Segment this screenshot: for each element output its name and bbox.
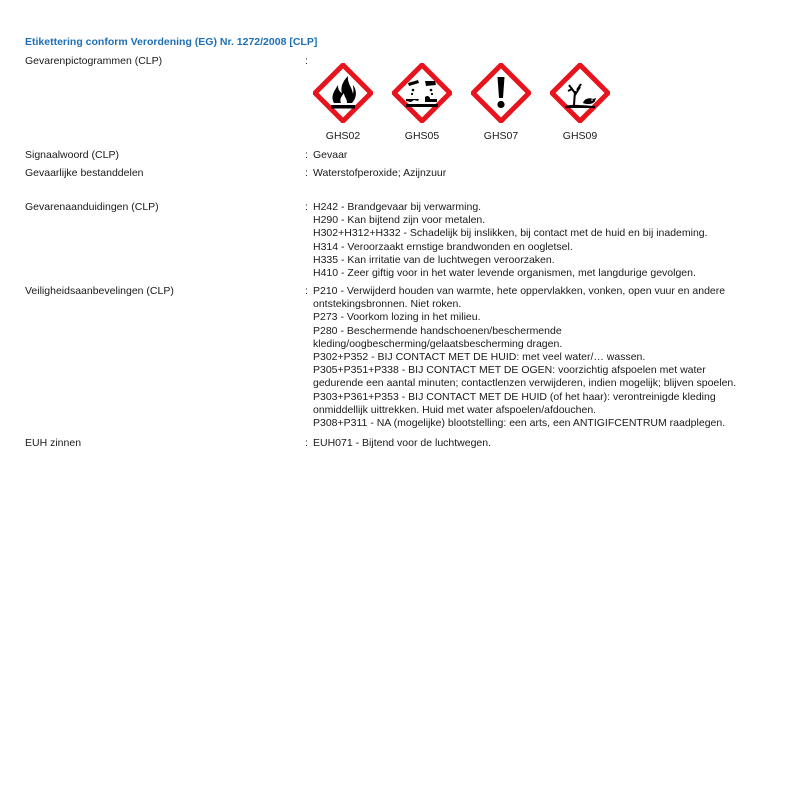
hazard-statement: H314 - Veroorzaakt ernstige brandwonden en oogletsel.: [313, 240, 573, 253]
pictogram-code: GHS09: [562, 130, 598, 142]
precautionary-statement: P302+P352 - BIJ CONTACT MET DE HUID: met veel water/… wassen.: [313, 351, 646, 364]
pictogram-code: GHS05: [404, 130, 440, 142]
euh-label: EUH zinnen: [25, 437, 82, 449]
signal-word-value: Gevaar: [313, 149, 348, 161]
flame-icon: [313, 63, 373, 123]
precautionary-statement: P210 - Verwijderd houden van warmte, hete oppervlakken, vonken, open vuur en andere: [313, 285, 726, 297]
euh-value: EUH071 - Bijtend voor de luchtwegen.: [313, 437, 492, 449]
exclamation-icon: [471, 63, 531, 123]
precautionary-statement: P280 - Beschermende handschoenen/beschermende: [313, 324, 562, 337]
precautionary-statement: onmiddellijk uittrekken. Huid met water afspoelen/afdouchen.: [313, 403, 597, 416]
pictogram-ghs02: [305, 63, 381, 142]
hazard-statement: H335 - Kan irritatie van de luchtwegen veroorzaken.: [313, 253, 555, 266]
environment-icon: [550, 63, 610, 123]
colon: :: [305, 437, 308, 449]
precautionary-statement: P303+P361+P353 - BIJ CONTACT MET DE HUID (of het haar): verontreinigde kleding: [313, 390, 716, 403]
precautionary-statements-label: Veiligheidsaanbevelingen (CLP): [25, 285, 174, 297]
section-title: Etikettering conform Verordening (EG) Nr. 1272/2008 [CLP]: [25, 36, 318, 48]
colon: :: [305, 285, 308, 297]
hazard-statements-label: Gevarenaanduidingen (CLP): [25, 201, 159, 213]
precautionary-statement: ontstekingsbronnen. Niet roken.: [313, 298, 462, 311]
hazard-statement: H302+H312+H332 - Schadelijk bij inslikken, bij contact met de huid en bij inademing.: [313, 227, 708, 240]
hazard-statements-list: [313, 201, 793, 280]
hazard-statement: H242 - Brandgevaar bij verwarming.: [313, 201, 482, 213]
pictograms-label: Gevarenpictogrammen (CLP): [25, 55, 163, 67]
pictogram-code: GHS02: [325, 130, 361, 142]
hazard-statement: H410 - Zeer giftig voor in het water levende organismen, met langdurige gevolgen.: [313, 267, 696, 280]
precautionary-statement: P305+P351+P338 - BIJ CONTACT MET DE OGEN: voorzichtig afspoelen met water: [313, 364, 706, 377]
precautionary-statement: P273 - Voorkom lozing in het milieu.: [313, 311, 481, 324]
pictogram-ghs09: [542, 63, 618, 142]
pictogram-ghs07: [463, 63, 539, 142]
corrosion-icon: [392, 63, 452, 123]
colon: :: [305, 55, 308, 67]
hazardous-components-label: Gevaarlijke bestanddelen: [25, 167, 144, 179]
precautionary-statement: gedurende een aantal minuten; contactlenzen verwijderen, indien mogelijk; blijven spoelen.: [313, 377, 737, 390]
precautionary-statement: kleding/oogbescherming/gelaatsbescherming dragen.: [313, 337, 563, 350]
hazardous-components-value: Waterstofperoxide; Azijnzuur: [313, 167, 447, 179]
pictogram-code: GHS07: [483, 130, 519, 142]
colon: :: [305, 149, 308, 161]
colon: :: [305, 167, 308, 179]
hazard-statement: H290 - Kan bijtend zijn voor metalen.: [313, 214, 486, 227]
precautionary-statement: P308+P311 - NA (mogelijke) blootstelling: een arts, een ANTIGIFCENTRUM raadplegen.: [313, 417, 726, 430]
colon: :: [305, 201, 308, 213]
signal-word-label: Signaalwoord (CLP): [25, 149, 119, 161]
pictogram-list: [305, 63, 645, 143]
pictogram-ghs05: [384, 63, 460, 142]
precautionary-statements-list: [313, 285, 793, 430]
